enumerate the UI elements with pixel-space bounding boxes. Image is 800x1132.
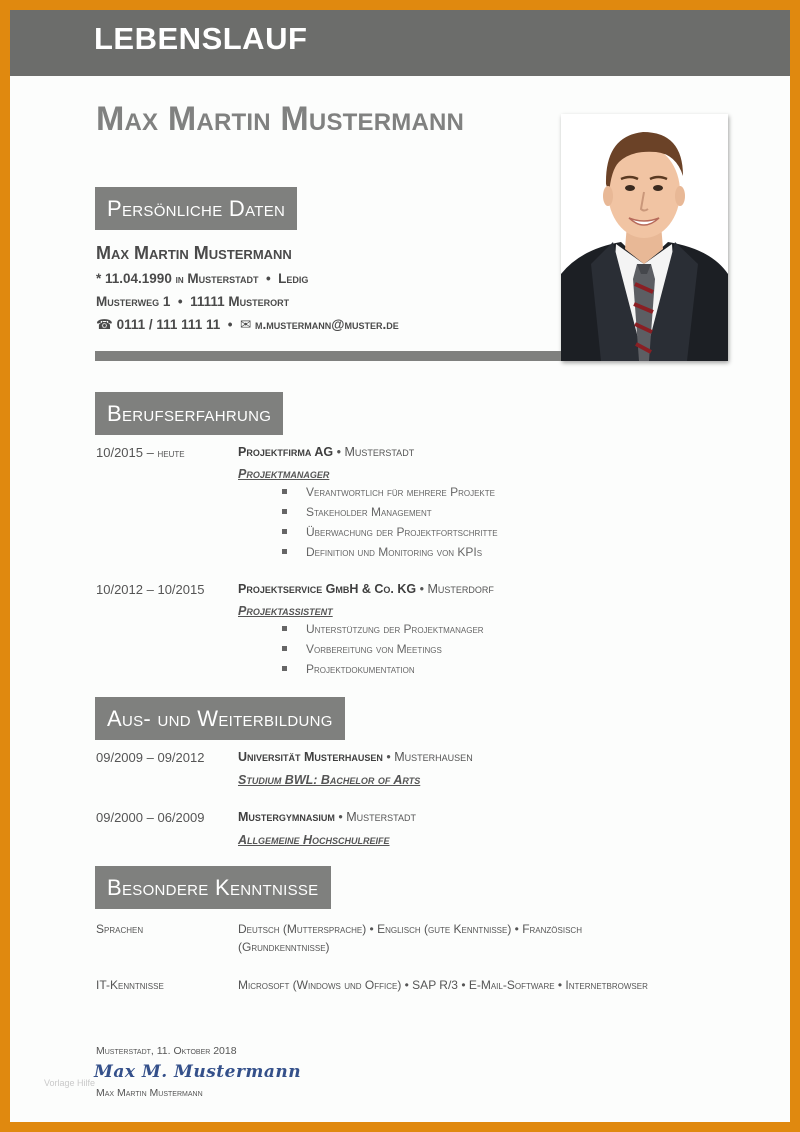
bullet-square-icon [282,646,287,651]
document-title: LEBENSLAUF [94,21,308,56]
experience-1-date: 10/2015 – heute [96,445,185,460]
institution: Universität Musterhausen [238,750,383,764]
personal-address-line: Musterweg 1 • 11111 Musterort [96,294,290,309]
bullet-square-icon [282,509,287,514]
skill-label-it: IT-Kenntnisse [96,978,164,992]
list-item [282,659,484,679]
city: 11111 Musterort [190,294,290,309]
personal-divider [95,351,561,361]
bullet-square-icon [282,549,287,554]
education-2-org: Mustergymnasium • Musterstadt [238,810,416,824]
date-to: 10/2015 [157,582,205,597]
date-to: 06/2009 [157,810,205,825]
portrait-photo [561,114,728,361]
marital-status: Ledig [278,271,309,286]
task-text: Projektdokumentation [306,662,415,676]
list-item [282,619,484,639]
date-from: 09/2009 [96,750,143,765]
location: Musterhausen [394,750,473,764]
task-text: Verantwortlich für mehrere Projekte [306,485,495,499]
institution: Mustergymnasium [238,810,335,824]
task-text: Definition und Monitoring von KPIs [306,545,483,559]
education-1-org: Universität Musterhausen • Musterhausen [238,750,473,764]
date-from: 10/2015 [96,445,143,460]
street: Musterweg 1 [96,294,171,309]
skill-text-languages: Deutsch (Muttersprache) • Englisch (gute Kenntnisse) • Französisch (Grundkenntnisse) [238,922,582,954]
list-item [282,502,498,522]
list-item [282,522,498,542]
experience-2-tasks [282,619,484,679]
header-bar [10,10,790,76]
bullet-square-icon [282,626,287,631]
date-to: 09/2012 [157,750,205,765]
task-text: Unterstützung der Projektmanager [306,622,484,636]
signed-name: Max Martin Mustermann [96,1087,203,1099]
skill-text-it: Microsoft (Windows und Office) • SAP R/3 • E-Mail-Software • Internetbrowser [238,978,648,992]
list-item [282,639,484,659]
location: Musterstadt [346,810,416,824]
cv-page [10,10,790,1122]
phone-icon: ☎ [96,317,113,332]
company: Projektfirma AG [238,445,334,459]
bullet-square-icon [282,666,287,671]
experience-1-org: Projektfirma AG • Musterstadt [238,445,415,459]
applicant-name: Max Martin Mustermann [96,100,465,138]
location: Musterstadt [344,445,415,459]
task-text: Überwachung der Projektfortschritte [306,525,498,539]
task-text: Stakeholder Management [306,505,432,519]
experience-2-org: Projektservice GmbH & Co. KG • Musterdorf [238,582,494,596]
date-from: 10/2012 [96,582,143,597]
education-2-date: 09/2000 – 06/2009 [96,810,205,825]
birth-date: * 11.04.1990 [96,271,172,286]
section-heading-personal: Persönliche Daten [95,187,297,230]
phone-number: 0111 / 111 111 11 [116,317,221,332]
section-heading-education: Aus- und Weiterbildung [95,697,345,740]
education-1-date: 09/2009 – 09/2012 [96,750,205,765]
date-to: heute [157,448,185,460]
bullet-square-icon [282,529,287,534]
section-heading-experience: Berufserfahrung [95,392,283,435]
list-item [282,542,498,562]
date-from: 09/2000 [96,810,143,825]
personal-birth-line: * 11.04.1990 in Musterstadt • Ledig [96,271,309,286]
experience-2-role: Projektassistent [238,604,333,618]
task-text: Vorbereitung von Meetings [306,642,442,656]
section-heading-skills: Besondere Kenntnisse [95,866,331,909]
experience-1-role: Projektmanager [238,467,330,481]
experience-1-tasks [282,482,498,562]
personal-contact-line: ☎ 0111 / 111 111 11 • ✉ m.mustermann@muster.de [96,317,399,332]
education-1-degree: Studium BWL: Bachelor of Arts [238,773,421,787]
bullet-square-icon [282,489,287,494]
signature: Max M. Mustermann [94,1062,302,1082]
email-address: m.mustermann@muster.de [255,317,399,332]
watermark-text: Vorlage Hilfe [44,1078,96,1088]
mail-icon: ✉ [239,317,252,332]
skill-label-languages: Sprachen [96,922,144,936]
list-item [282,482,498,502]
birth-in: in [175,274,184,286]
education-2-degree: Allgemeine Hochschulreife [238,833,390,847]
birth-place: Musterstadt [187,271,259,286]
experience-2-date: 10/2012 – 10/2015 [96,582,205,597]
company: Projektservice GmbH & Co. KG [238,582,417,596]
location: Musterdorf [427,582,494,596]
place-and-date: Musterstadt, 11. Oktober 2018 [96,1045,237,1057]
personal-name: Max Martin Mustermann [96,243,292,263]
portrait-illustration [561,114,728,361]
